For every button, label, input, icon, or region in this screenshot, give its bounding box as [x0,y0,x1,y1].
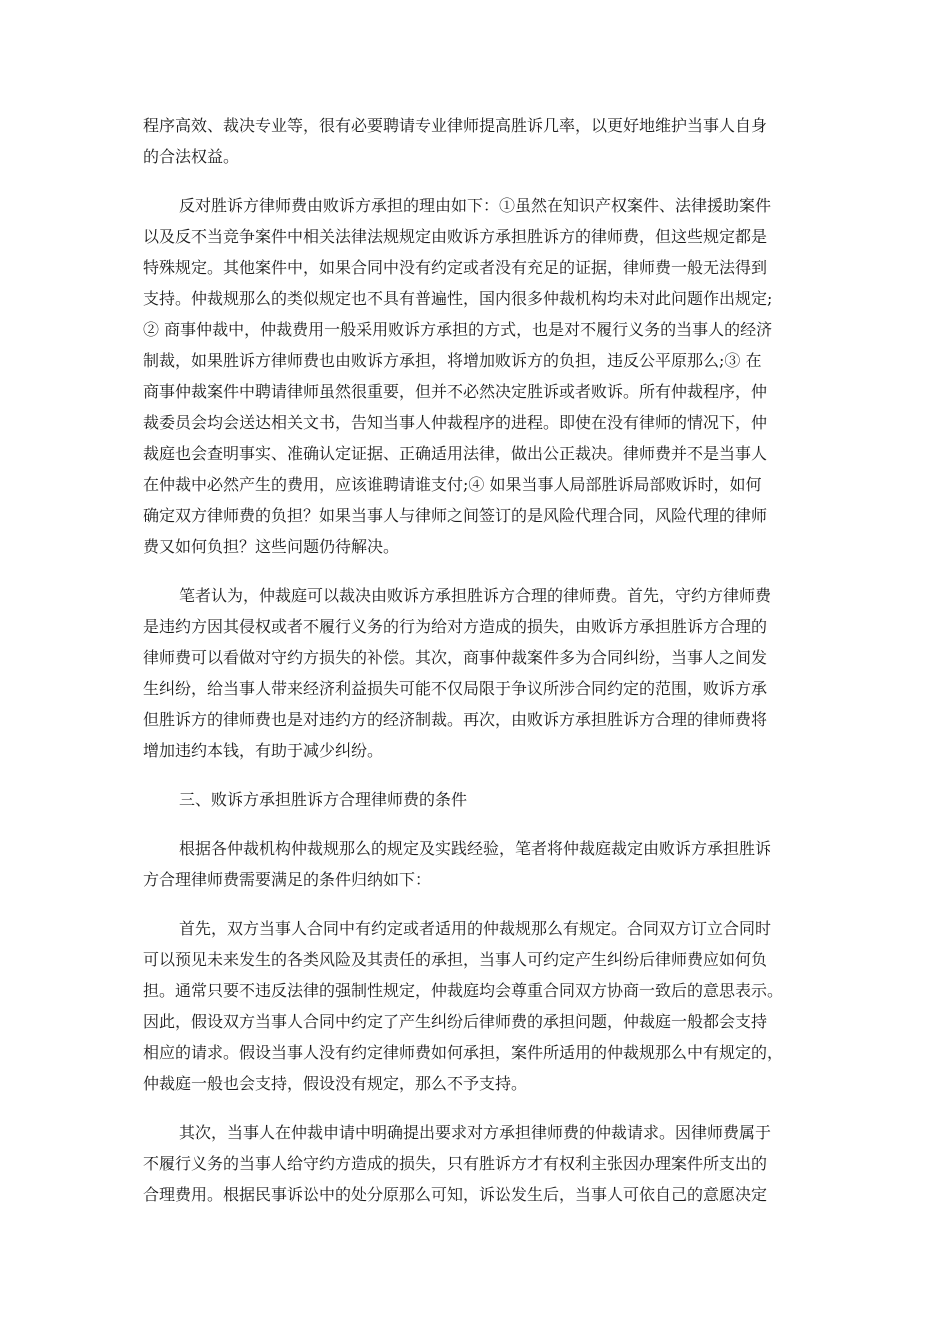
text-line: 首先，双方当事人合同中有约定或者适用的仲裁规那么有规定。合同双方订立合同时 [179,919,772,938]
paragraph [143,913,809,1099]
text-line: 反对胜诉方律师费由败诉方承担的理由如下：①虽然在知识产权案件、法律援助案件 [179,196,772,215]
text-line: 根据各仲裁机构仲裁规那么的规定及实践经验，笔者将仲裁庭裁定由败诉方承担胜诉 [179,839,772,858]
text-line: 合理费用。根据民事诉讼中的处分原那么可知，诉讼发生后，当事人可依自己的意愿决定 [143,1185,768,1204]
text-line: 其次，当事人在仲裁申请中明确提出要求对方承担律师费的仲裁请求。因律师费属于 [179,1123,772,1142]
paragraph [143,580,809,766]
text-line: 是违约方因其侵权或者不履行义务的行为给对方造成的损失，由败诉方承担胜诉方合理的 [143,617,768,636]
paragraph [143,833,809,895]
text-line: 商事仲裁案件中聘请律师虽然很重要，但并不必然决定胜诉或者败诉。所有仲裁程序，仲 [143,382,768,401]
text-line: 裁委员会均会送达相关文书，告知当事人仲裁程序的进程。即使在没有律师的情况下，仲 [143,413,768,432]
paragraph [143,190,809,562]
text-line: 方合理律师费需要满足的条件归纳如下： [143,870,432,889]
text-line: 但胜诉方的律师费也是对违约方的经济制裁。再次，由败诉方承担胜诉方合理的律师费将 [143,710,768,729]
text-line: 律师费可以看做对守约方损失的补偿。其次，商事仲裁案件多为合同纠纷，当事人之间发 [143,648,768,667]
text-line: 程序高效、裁决专业等，很有必要聘请专业律师提高胜诉几率，以更好地维护当事人自身 [143,116,768,135]
text-line: 仲裁庭一般也会支持，假设没有规定，那么不予支持。 [143,1074,528,1093]
text-line: 费又如何负担？这些问题仍待解决。 [143,537,400,556]
text-line: 三、败诉方承担胜诉方合理律师费的条件 [179,790,468,809]
document-body [143,110,809,1228]
text-line: 可以预见未来发生的各类风险及其责任的承担，当事人可约定产生纠纷后律师费应如何负 [143,950,768,969]
text-line: 担。通常只要不违反法律的强制性规定，仲裁庭均会尊重合同双方协商一致后的意思表示。 [143,981,784,1000]
text-line: 在仲裁中必然产生的费用，应该谁聘请谁支付;④ 如果当事人局部胜诉局部败诉时，如何 [143,475,762,494]
text-line: 不履行义务的当事人给守约方造成的损失，只有胜诉方才有权利主张因办理案件所支出的 [143,1154,768,1173]
text-line: 生纠纷，给当事人带来经济利益损失可能不仅局限于争议所涉合同约定的范围，败诉方承 [143,679,768,698]
text-line: 笔者认为，仲裁庭可以裁决由败诉方承担胜诉方合理的律师费。首先，守约方律师费 [179,586,772,605]
text-line: 裁庭也会查明事实、准确认定证据、正确适用法律，做出公正裁决。律师费并不是当事人 [143,444,768,463]
text-line: 制裁，如果胜诉方律师费也由败诉方承担，将增加败诉方的负担，违反公平原那么;③ 在 [143,351,762,370]
text-line: 因此，假设双方当事人合同中约定了产生纠纷后律师费的承担问题，仲裁庭一般都会支持 [143,1012,768,1031]
text-line: ② 商事仲裁中，仲裁费用一般采用败诉方承担的方式，也是对不履行义务的当事人的经济 [143,320,773,339]
text-line: 以及反不当竞争案件中相关法律法规规定由败诉方承担胜诉方的律师费，但这些规定都是 [143,227,768,246]
text-line: 的合法权益。 [143,147,240,166]
paragraph [143,110,809,172]
text-line: 相应的请求。假设当事人没有约定律师费如何承担，案件所适用的仲裁规那么中有规定的， [143,1043,784,1062]
paragraph [143,1117,809,1210]
text-line: 增加违约本钱，有助于减少纠纷。 [143,741,384,760]
text-line: 支持。仲裁规那么的类似规定也不具有普遍性，国内很多仲裁机构均未对此问题作出规定; [143,289,773,308]
text-line: 确定双方律师费的负担？如果当事人与律师之间签订的是风险代理合同，风险代理的律师 [143,506,768,525]
section-heading [143,784,809,815]
text-line: 特殊规定。其他案件中，如果合同中没有约定或者没有充足的证据，律师费一般无法得到 [143,258,768,277]
